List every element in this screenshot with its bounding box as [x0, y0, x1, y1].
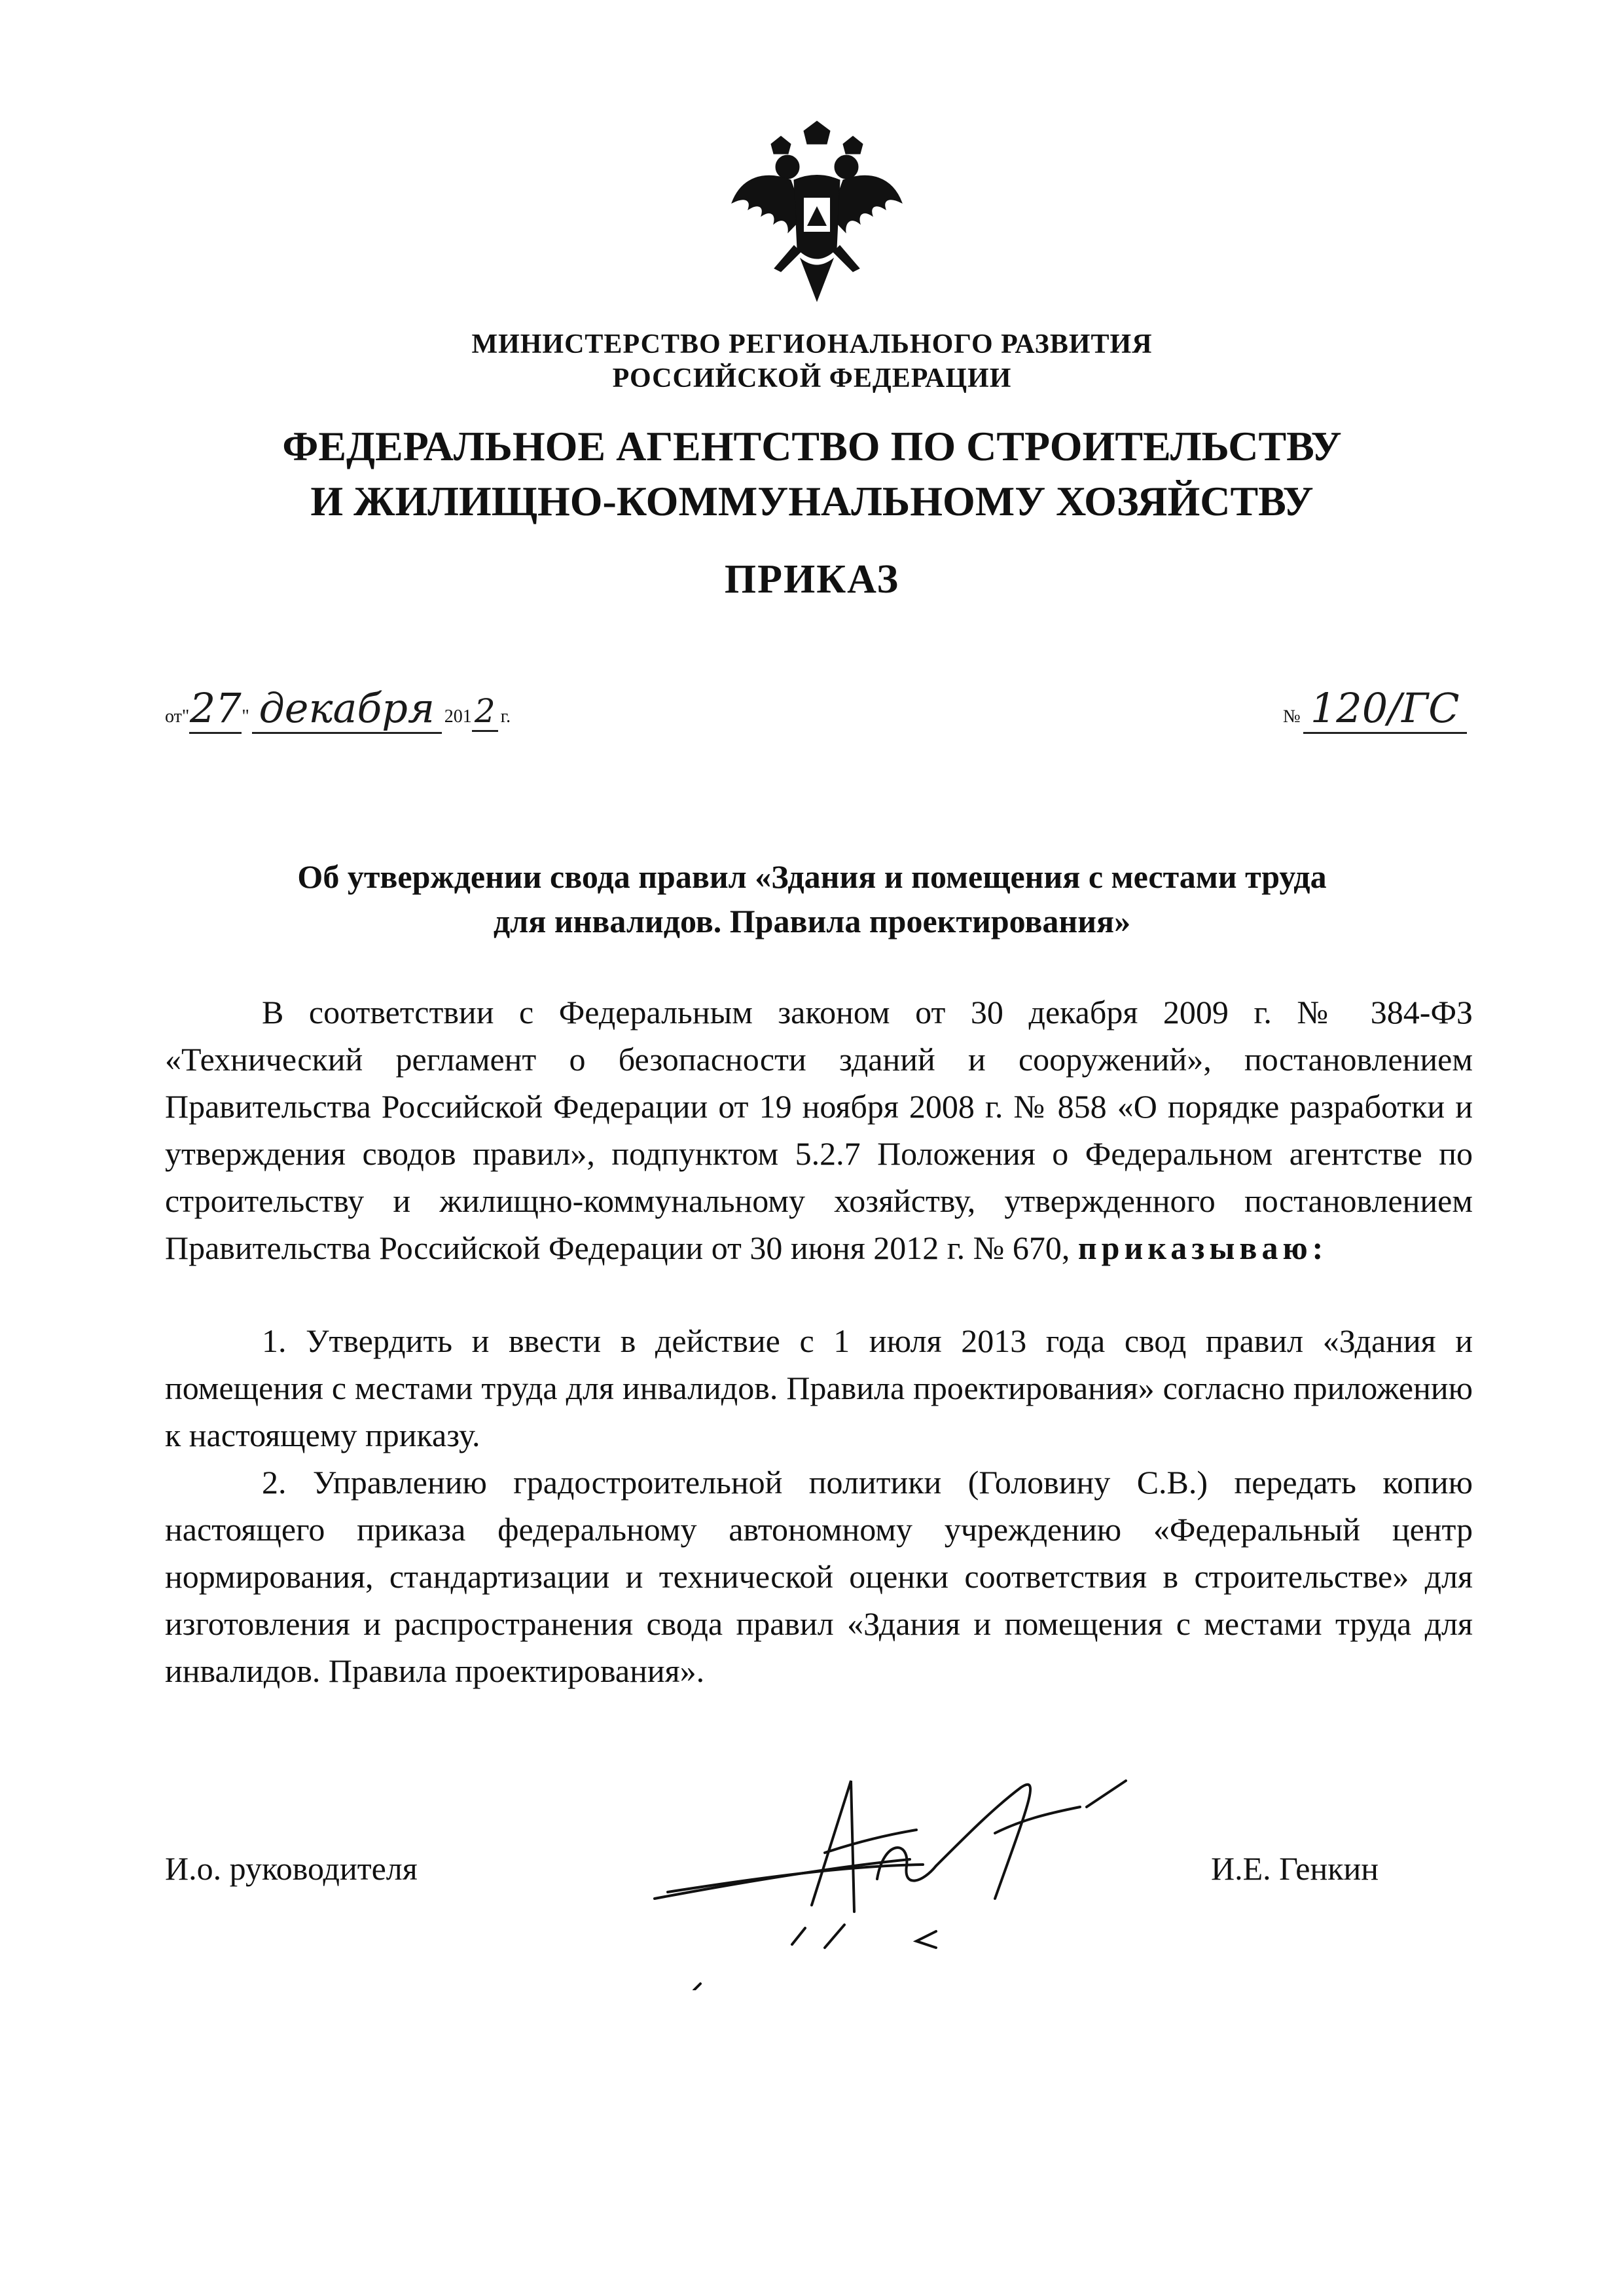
- russian-coat-of-arms-icon: [725, 118, 909, 314]
- date-day: 27: [189, 684, 242, 734]
- ministry-title: [0, 327, 1624, 395]
- agency-title: [0, 419, 1624, 529]
- order-body: [165, 989, 1473, 1694]
- date-year-prefix: 201: [444, 706, 472, 727]
- item-2: 2. Управлению градостроительной политики (Головину С.В.) передать копию настоящего приказа федеральному автономному учреждению «Федеральный центр нормирования, стандартизации и технической оценки соответствия в строительстве» для изготовления и распространения свода правил «Здания и помещения с местами труда для инвалидов. Правила проектирования».: [165, 1464, 1473, 1689]
- handwritten-signature: [628, 1768, 1165, 1990]
- date-month: декабря: [252, 684, 442, 734]
- ministry-line-2: РОССИЙСКОЙ ФЕДЕРАЦИИ: [612, 363, 1012, 393]
- agency-line-2: И ЖИЛИЩНО-КОММУНАЛЬНОМУ ХОЗЯЙСТВУ: [310, 478, 1314, 524]
- number-value: 120/ГС: [1303, 684, 1467, 734]
- item-1: 1. Утвердить и ввести в действие с 1 июля 2013 года свод правил «Здания и помещения с местами труда для инвалидов. Правила проектирования» согласно приложению к настоящему приказу.: [165, 1322, 1473, 1453]
- date-prefix: от: [165, 706, 182, 727]
- subject-line-2: для инвалидов. Правила проектирования»: [493, 903, 1131, 939]
- signatory-position: И.о. руководителя: [165, 1850, 418, 1887]
- number-prefix: №: [1283, 706, 1301, 727]
- order-subject: [0, 854, 1624, 943]
- signatory-name: И.Е. Генкин: [1211, 1850, 1379, 1887]
- order-date: от"27" декабря 2012 г.: [165, 684, 511, 734]
- date-suffix: г.: [500, 706, 511, 727]
- command-word: приказываю:: [1077, 1230, 1328, 1266]
- date-year-digit: 2: [472, 692, 498, 732]
- ministry-line-1: МИНИСТЕРСТВО РЕГИОНАЛЬНОГО РАЗВИТИЯ: [471, 329, 1153, 359]
- preamble-paragraph: [165, 989, 1473, 1271]
- agency-line-1: ФЕДЕРАЛЬНОЕ АГЕНТСТВО ПО СТРОИТЕЛЬСТВУ: [282, 423, 1342, 469]
- subject-line-1: Об утверждении свода правил «Здания и помещения с местами труда: [297, 858, 1327, 895]
- preamble-text: В соответствии с Федеральным законом от 30 декабря 2009 г. № 384-ФЗ «Технический регламент о безопасности зданий и сооружений», постановлением Правительства Российской Федерации от 19 ноября 2008 г. № 858 «О порядке разработки и утверждения сводов правил», подпунктом 5.2.7 Положения о Федеральном агентстве по строительству и жилищно-коммунальному хозяйству, утвержденного постановлением Правительства Российской Федерации от 30 июня 2012 г. № 670,: [165, 994, 1473, 1266]
- order-number: [1283, 684, 1467, 734]
- document-type: ПРИКАЗ: [724, 557, 900, 602]
